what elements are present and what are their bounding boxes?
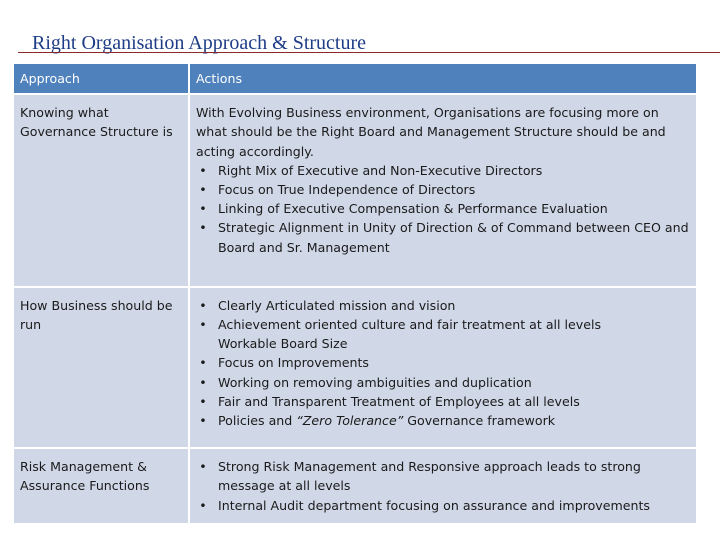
actions-cell — [190, 449, 696, 523]
actions-cell — [190, 288, 696, 447]
list-item — [196, 411, 690, 430]
table-header-row — [14, 64, 696, 93]
actions-cell — [190, 95, 696, 286]
bullet-icon: • — [199, 497, 207, 513]
list-item — [196, 392, 690, 411]
actions-list — [196, 161, 690, 257]
bullet-icon: • — [199, 182, 207, 198]
list-item-text: Right Mix of Executive and Non-Executive Directors — [218, 162, 543, 178]
approach-cell: How Business should be run — [14, 288, 188, 447]
bullet-icon: • — [199, 355, 207, 371]
bullet-icon: • — [199, 374, 207, 390]
page-title: Right Organisation Approach & Structure — [32, 32, 367, 54]
bullet-icon: • — [199, 162, 207, 178]
list-item-text: Linking of Executive Compensation & Performance Evaluation — [218, 201, 608, 217]
table-row — [14, 449, 696, 523]
list-item — [196, 353, 690, 372]
table-row — [14, 95, 696, 286]
bullet-icon: • — [199, 412, 207, 428]
actions-list — [196, 296, 690, 430]
list-item — [196, 496, 690, 515]
list-item-emphasis: “Zero Tolerance” — [296, 412, 404, 428]
approach-cell: Risk Management & Assurance Functions — [14, 449, 188, 523]
list-item-text: Clearly Articulated mission and vision — [218, 297, 456, 313]
list-item-text: Fair and Transparent Treatment of Employees at all levels — [218, 393, 580, 409]
table-row — [14, 288, 696, 447]
bullet-icon: • — [199, 316, 207, 332]
approach-cell: Knowing what Governance Structure is — [14, 95, 188, 286]
list-item — [196, 180, 690, 199]
list-item-text: Governance framework — [403, 412, 556, 428]
list-item-subtext: Workable Board Size — [218, 336, 348, 352]
approach-table — [12, 62, 698, 525]
list-item — [196, 315, 690, 353]
bullet-icon: • — [199, 220, 207, 236]
list-item — [196, 373, 690, 392]
list-item-text: Strategic Alignment in Unity of Direction & of Command between CEO and Board and Sr. Management — [218, 220, 689, 255]
bullet-icon: • — [199, 201, 207, 217]
actions-list — [196, 457, 690, 515]
list-item — [196, 296, 690, 315]
list-item-text: Policies and — [218, 412, 297, 428]
bullet-icon: • — [199, 459, 207, 475]
list-item — [196, 457, 690, 495]
list-item-text: Achievement oriented culture and fair treatment at all levels — [218, 316, 602, 332]
list-item-text: Strong Risk Management and Responsive approach leads to strong message at all levels — [218, 459, 641, 494]
list-item-text: Internal Audit department focusing on assurance and improvements — [218, 497, 650, 513]
list-item — [196, 199, 690, 218]
list-item-text: Focus on True Independence of Directors — [218, 182, 476, 198]
actions-intro: With Evolving Business environment, Organisations are focusing more on what should be the Right Board and Management Structure should be and acting accordingly. — [196, 105, 666, 159]
bullet-icon: • — [199, 297, 207, 313]
list-item-text: Working on removing ambiguities and duplication — [218, 374, 532, 390]
list-item — [196, 218, 690, 256]
list-item — [196, 161, 690, 180]
title-underline — [18, 52, 720, 53]
header-approach: Approach — [14, 64, 188, 93]
bullet-icon: • — [199, 393, 207, 409]
list-item-text: Focus on Improvements — [218, 355, 369, 371]
header-actions: Actions — [190, 64, 696, 93]
